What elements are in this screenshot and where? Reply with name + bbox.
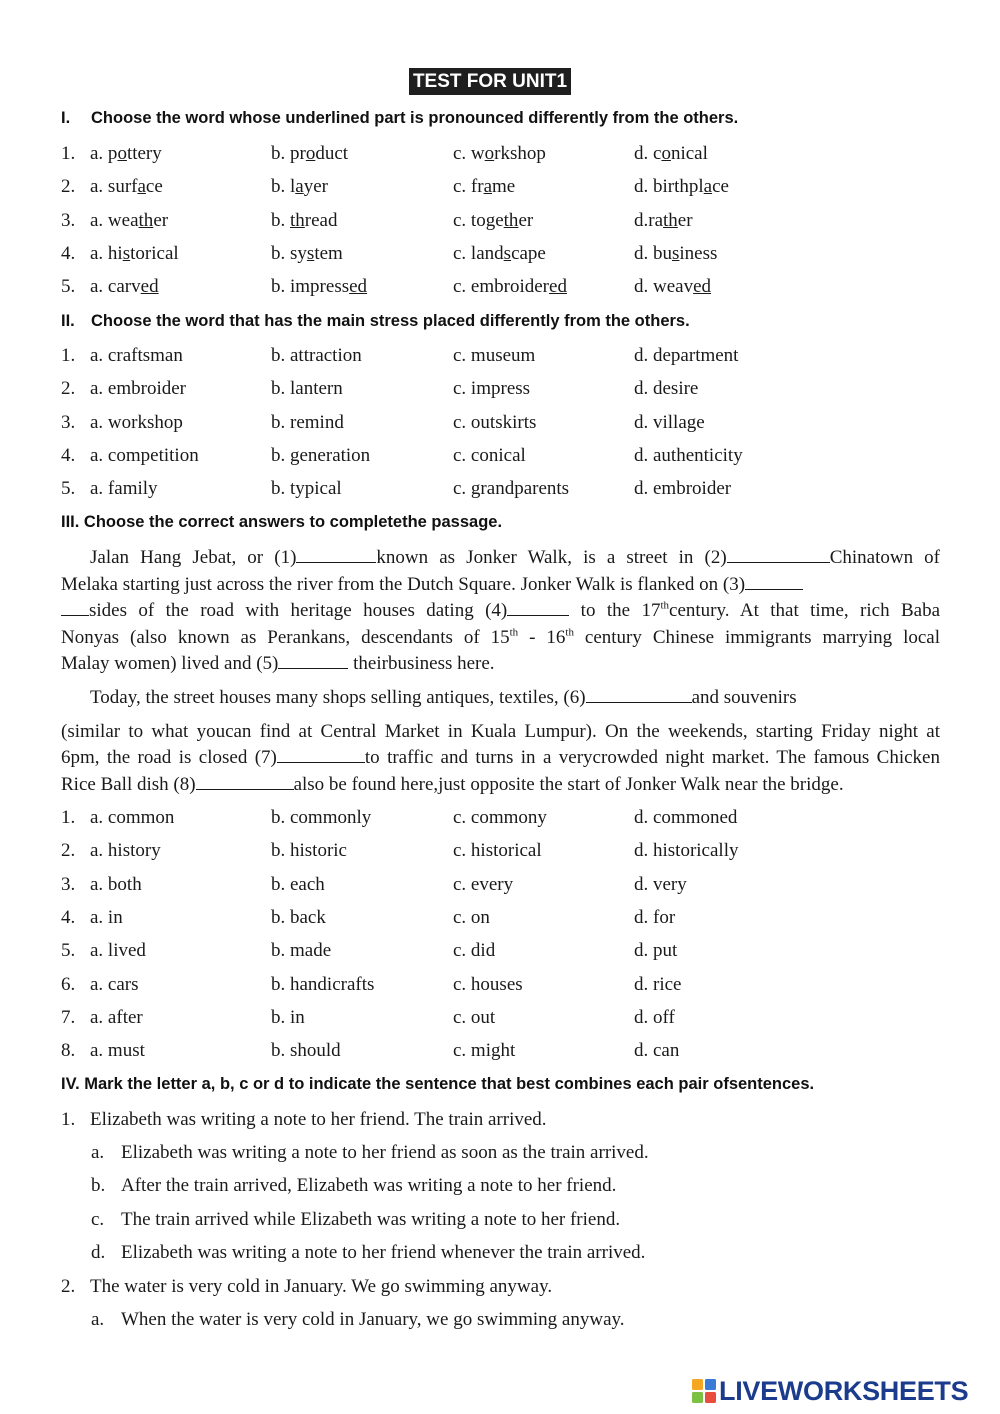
underlined-part: o	[117, 143, 127, 164]
underlined-part: a	[703, 176, 713, 198]
option-4[interactable]: d.rather	[634, 209, 693, 231]
superscript: th	[509, 626, 519, 639]
stress-question-row	[61, 410, 941, 436]
option-3[interactable]: c. impress	[453, 378, 531, 400]
underlined-part: ed	[349, 276, 368, 298]
passage-paragraph-2	[61, 685, 940, 798]
option-2[interactable]: b. thread	[271, 209, 338, 231]
option-2[interactable]: b. remind	[271, 411, 344, 433]
stress-question-row	[61, 376, 941, 402]
option-3[interactable]: c. every	[453, 873, 514, 895]
superscript: th	[565, 626, 574, 639]
answer-blank-4[interactable]	[507, 598, 569, 616]
underlined-part: th	[138, 209, 154, 231]
question-number: 1.	[61, 807, 76, 828]
underlined-part: s	[122, 242, 131, 264]
option-4[interactable]: d. off	[634, 1006, 675, 1028]
option-1[interactable]: a. cars	[90, 973, 139, 995]
answer-option[interactable]: The train arrived while Elizabeth was writing a note to her friend.	[121, 1208, 621, 1230]
option-2[interactable]: b. lantern	[271, 378, 343, 400]
question-number: 4.	[61, 906, 76, 928]
section-2-roman: II.	[61, 312, 75, 330]
passage-text: theirbusiness here.	[348, 653, 495, 674]
option-2[interactable]: b. layer	[271, 176, 328, 198]
question-number: 4.	[61, 444, 76, 466]
option-3[interactable]: c. landscape	[453, 242, 546, 264]
passage-text: Nonyas (also known as Perankans, descendants of 15	[61, 626, 510, 648]
option-3[interactable]: c. museum	[453, 345, 536, 366]
passage-text: Malay women) lived and (5)	[61, 653, 279, 674]
option-4[interactable]: d. weaved	[634, 276, 712, 298]
answer-blank-3-continued[interactable]	[61, 598, 89, 616]
option-2[interactable]: b. typical	[271, 478, 342, 500]
underlined-part: s	[306, 242, 315, 264]
option-1[interactable]: a. workshop	[90, 411, 183, 433]
question-number: 1.	[61, 345, 76, 366]
option-3[interactable]: c. embroidered	[453, 276, 567, 298]
question-number: 2.	[61, 378, 76, 400]
option-1[interactable]: a. pottery	[90, 143, 162, 164]
option-4[interactable]: d. commoned	[634, 807, 738, 828]
option-4[interactable]: d. historically	[634, 840, 739, 862]
underlined-part: o	[661, 143, 671, 164]
underlined-part: th	[663, 209, 678, 231]
option-1[interactable]: a. both	[90, 873, 142, 895]
passage-text: - 16	[518, 626, 566, 648]
option-4[interactable]: d. can	[634, 1040, 680, 1062]
underlined-part: ed	[693, 276, 712, 298]
answer-letter: c.	[91, 1208, 105, 1230]
section-1-instruction: Choose the word whose underlined part is pronounced differently from the others.	[91, 109, 739, 127]
passage-text: century Chinese immigrants marrying local	[573, 626, 940, 648]
stress-question-row	[61, 343, 941, 369]
section-1-heading	[61, 109, 738, 128]
underlined-part: ed	[549, 276, 567, 298]
question-number: 2.	[61, 176, 76, 198]
passage-question-row	[61, 838, 941, 864]
option-3[interactable]: c. frame	[453, 176, 516, 198]
question-number: 3.	[61, 411, 76, 433]
question-number: 7.	[61, 1006, 76, 1028]
answer-blank-8[interactable]	[196, 772, 294, 790]
option-3[interactable]: c. might	[453, 1040, 516, 1062]
option-1[interactable]: a. competition	[90, 444, 199, 466]
answer-letter: a.	[91, 1309, 105, 1330]
option-3[interactable]: c. on	[453, 906, 490, 928]
passage-text: sides of the road with heritage houses dating (4)	[89, 600, 508, 621]
passage-text: 6pm, the road is closed (7)	[61, 747, 277, 768]
underlined-part: th	[503, 209, 519, 231]
stress-question-row	[61, 443, 941, 469]
question-number: 2.	[61, 1276, 76, 1297]
option-2[interactable]: b. attraction	[271, 345, 362, 366]
question-number: 1.	[61, 143, 76, 164]
option-1[interactable]: a. historical	[90, 242, 179, 264]
answer-blank-3[interactable]	[745, 572, 803, 590]
section-2-heading	[61, 312, 690, 331]
passage-text: Chinatown of	[829, 547, 941, 568]
passage-question-row	[61, 872, 941, 898]
option-4[interactable]: d. embroider	[634, 478, 732, 500]
stress-question-row	[61, 476, 941, 502]
option-1[interactable]: a. craftsman	[90, 345, 183, 366]
section-4-heading: IV. Mark the letter a, b, c or d to indicate the sentence that best combines each pair ofsentences.	[61, 1075, 815, 1093]
underlined-part: s	[672, 242, 680, 264]
passage-text: (similar to what youcan find at Central Market in Kuala Lumpur). On the weekends, starting Friday night at	[61, 720, 940, 742]
option-3[interactable]: c. workshop	[453, 143, 546, 164]
option-1[interactable]: a. after	[90, 1006, 143, 1028]
passage-text: and souvenirs	[691, 687, 797, 708]
question-number: 1.	[61, 1109, 76, 1130]
passage-question-row	[61, 905, 941, 931]
option-2[interactable]: b. each	[271, 873, 325, 895]
answer-blank-1[interactable]	[296, 545, 376, 563]
answer-option[interactable]: Elizabeth was writing a note to her friend as soon as the train arrived.	[121, 1142, 649, 1163]
answer-letter: d.	[91, 1241, 106, 1263]
question-2	[61, 1274, 941, 1300]
answer-option[interactable]: When the water is very cold in January, we go swimming anyway.	[121, 1309, 625, 1330]
option-2[interactable]: b. made	[271, 940, 332, 962]
passage-text: also be found here,just opposite the start of Jonker Walk near the bridge.	[293, 773, 844, 795]
pronunciation-question-row	[61, 241, 941, 267]
option-1[interactable]: a. carved	[90, 276, 159, 298]
underlined-part: a	[483, 176, 493, 198]
section-3-heading: III. Choose the correct answers to completethe passage.	[61, 513, 503, 531]
option-1[interactable]: a. history	[90, 840, 161, 862]
option-4[interactable]: d. authenticity	[634, 444, 743, 466]
question-number: 5.	[61, 276, 76, 298]
question-text: Elizabeth was writing a note to her friend. The train arrived.	[90, 1109, 547, 1130]
pronunciation-question-row	[61, 174, 941, 200]
option-2[interactable]: b. in	[271, 1006, 305, 1028]
option-2[interactable]: b. product	[271, 143, 349, 164]
option-1[interactable]: a. embroider	[90, 378, 187, 400]
answer-blank-2[interactable]	[727, 545, 830, 563]
underlined-part: th	[290, 209, 305, 231]
liveworksheets-logo-icon	[692, 1379, 716, 1403]
passage-text: known as Jonker Walk, is a street in (2)	[376, 547, 727, 568]
question-number: 5.	[61, 940, 76, 962]
option-3[interactable]: c. together	[453, 209, 534, 231]
question-number: 8.	[61, 1040, 76, 1062]
option-4[interactable]: d. village	[634, 411, 705, 433]
liveworksheets-logo[interactable]	[692, 1376, 992, 1406]
question-text: The water is very cold in January. We go swimming anyway.	[90, 1276, 553, 1297]
underlined-part: ed	[140, 276, 159, 298]
option-1[interactable]: a. family	[90, 478, 158, 500]
pronunciation-question-row	[61, 141, 941, 167]
answer-letter: a.	[91, 1142, 105, 1163]
passage-text: to traffic and turns in a verycrowded night market. The famous Chicken	[364, 747, 940, 768]
option-2[interactable]: b. system	[271, 242, 343, 264]
page-title: TEST FOR UNIT1	[409, 68, 571, 95]
underlined-part: o	[484, 143, 495, 164]
answer-blank-5[interactable]	[278, 651, 348, 669]
underlined-part: a	[137, 176, 146, 198]
option-4[interactable]: d. desire	[634, 378, 699, 400]
superscript: th	[660, 599, 670, 612]
underlined-part: a	[295, 176, 304, 198]
passage-question-row	[61, 1038, 941, 1064]
option-4[interactable]: d. business	[634, 242, 718, 264]
question-number: 3.	[61, 873, 76, 895]
option-4[interactable]: d. birthplace	[634, 176, 729, 198]
option-3[interactable]: c. grandparents	[453, 478, 570, 500]
passage-text: Jalan Hang Jebat, or (1)	[90, 547, 297, 568]
passage-question-row	[61, 972, 941, 998]
option-3[interactable]: c. historical	[453, 840, 542, 862]
passage-text: to the 17	[580, 600, 661, 621]
passage-text: century. At that time, rich Baba	[669, 600, 941, 621]
option-4[interactable]: d. conical	[634, 143, 708, 164]
option-2[interactable]: b. handicrafts	[271, 973, 375, 995]
question-number: 2.	[61, 840, 76, 862]
passage-question-row	[61, 805, 941, 831]
option-3[interactable]: c. commony	[453, 807, 547, 828]
answer-option[interactable]: After the train arrived, Elizabeth was writing a note to her friend.	[121, 1175, 617, 1197]
option-1[interactable]: a. lived	[90, 940, 146, 962]
answer-option[interactable]: Elizabeth was writing a note to her friend whenever the train arrived.	[121, 1241, 646, 1263]
option-2[interactable]: b. back	[271, 906, 326, 928]
option-1[interactable]: a. must	[90, 1040, 145, 1062]
section-1-roman: I.	[61, 109, 71, 127]
option-4[interactable]: d. for	[634, 906, 676, 928]
option-1[interactable]: a. in	[90, 906, 123, 928]
liveworksheets-logo-text: LIVEWORKSHEETS	[719, 1376, 969, 1406]
option-2[interactable]: b. generation	[271, 444, 371, 466]
passage-question-row	[61, 938, 941, 964]
passage-text: Melaka starting just across the river from the Dutch Square. Jonker Walk is flanked on (3)	[61, 573, 746, 595]
underlined-part: o	[305, 143, 316, 164]
answer-blank-7[interactable]	[277, 745, 365, 763]
passage-text: Today, the street houses many shops selling antiques, textiles, (6)	[90, 687, 586, 708]
underlined-part: s	[503, 242, 512, 264]
option-2[interactable]: b. should	[271, 1040, 341, 1062]
option-3[interactable]: c. out	[453, 1006, 496, 1028]
pronunciation-question-row	[61, 274, 941, 300]
passage-question-row	[61, 1005, 941, 1031]
option-4[interactable]: d. department	[634, 345, 739, 366]
option-1[interactable]: a. surface	[90, 176, 163, 198]
option-4[interactable]: d. put	[634, 940, 678, 962]
question-number: 4.	[61, 242, 76, 264]
question-1	[61, 1107, 941, 1133]
option-1[interactable]: a. weather	[90, 209, 169, 231]
option-2[interactable]: b. commonly	[271, 807, 372, 828]
option-2[interactable]: b. historic	[271, 840, 347, 862]
option-3[interactable]: c. outskirts	[453, 411, 537, 433]
question-number: 3.	[61, 209, 76, 231]
option-3[interactable]: c. did	[453, 940, 496, 962]
question-number: 5.	[61, 478, 76, 500]
question-number: 6.	[61, 973, 76, 995]
section-2-instruction: Choose the word that has the main stress placed differently from the others.	[91, 312, 690, 330]
answer-blank-6[interactable]	[586, 685, 692, 703]
option-3[interactable]: c. houses	[453, 973, 523, 995]
pronunciation-question-row	[61, 208, 941, 234]
passage-paragraph-1	[61, 545, 940, 678]
answer-letter: b.	[91, 1175, 106, 1197]
option-4[interactable]: d. very	[634, 873, 687, 895]
option-2[interactable]: b. impressed	[271, 276, 368, 298]
passage-text: Rice Ball dish (8)	[61, 773, 196, 795]
option-3[interactable]: c. conical	[453, 444, 526, 466]
option-1[interactable]: a. common	[90, 807, 175, 828]
option-4[interactable]: d. rice	[634, 973, 682, 995]
